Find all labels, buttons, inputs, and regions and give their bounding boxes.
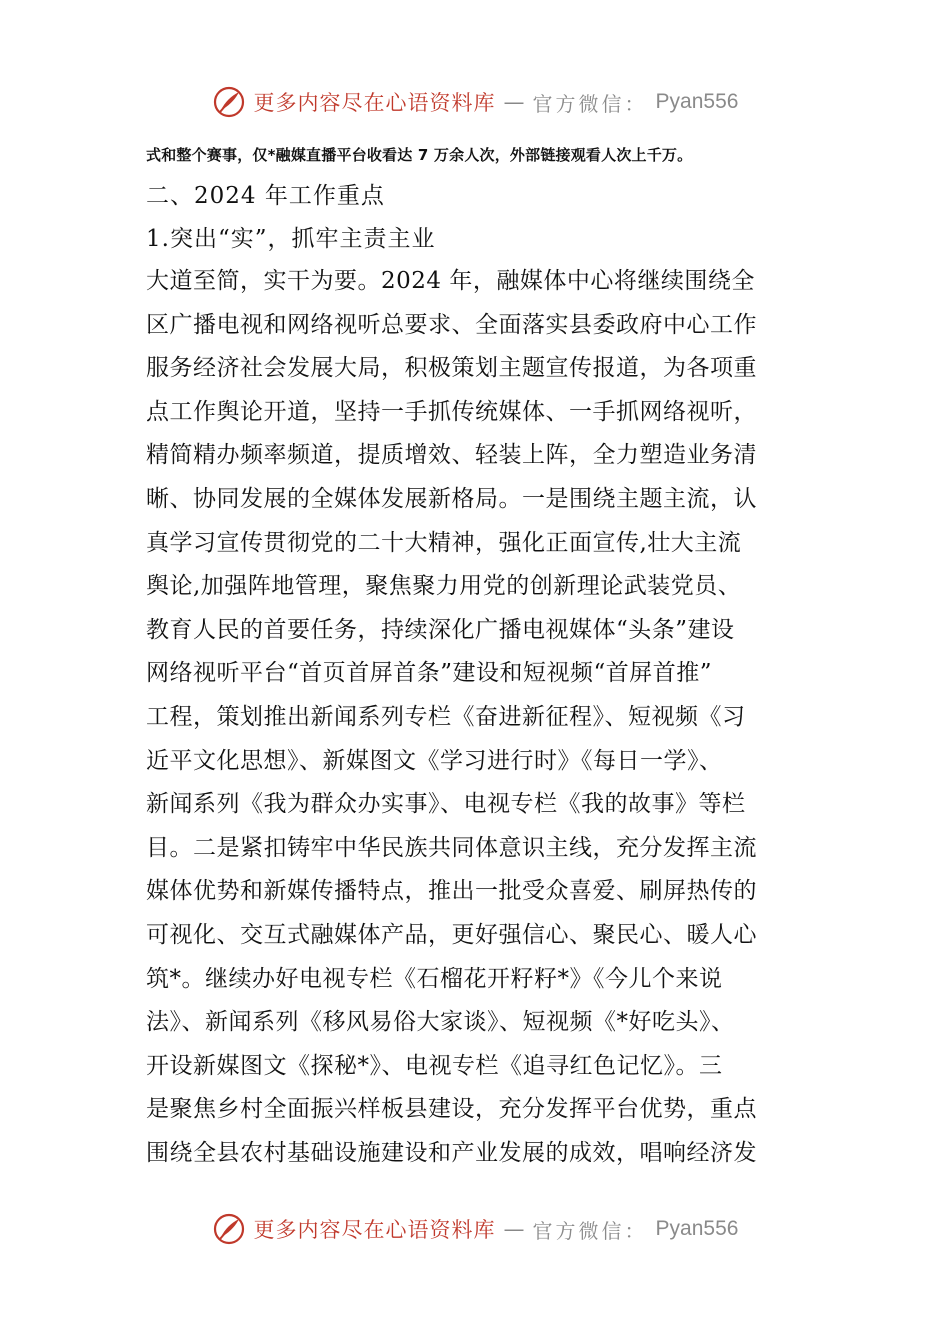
paragraph-line: 目。二是紧扣铸牢中华民族共同体意识主线，充分发挥主流 — [146, 834, 757, 861]
paragraph-line: 是聚焦乡村全面振兴样板县建设，充分发挥平台优势，重点 — [146, 1096, 757, 1123]
paragraph-line: 近平文化思想》、新媒图文《学习进行时》《每日一学》、 — [146, 747, 723, 774]
watermark-wechat-label: 官方微信： — [532, 1218, 648, 1243]
paragraph-line: 媒体优势和新媒传播特点，推出一批受众喜爱、刷屏热传的 — [146, 878, 757, 905]
paragraph-line: 法》、新闻系列《移风易俗大家谈》、短视频《*好吃头》、 — [146, 1009, 735, 1036]
paragraph-line: 晰、协同发展的全媒体发展新格局。一是围绕主题主流，认 — [146, 485, 757, 512]
watermark-site-text: 更多内容尽在心语资料库 — [253, 1218, 496, 1242]
continued-line: 式和整个赛事，仅*融媒直播平台收看达 7 万余人次，外部链接观看人次上千万。 — [146, 146, 693, 164]
header-watermark — [0, 82, 950, 122]
paragraph-line: 精简精办频率频道，提质增效、轻装上阵，全力塑造业务清 — [146, 442, 757, 469]
paragraph-line: 开设新媒图文《探秘*》、电视专栏《追寻红色记忆》。三 — [146, 1052, 723, 1079]
quill-logo-icon — [212, 85, 246, 119]
footer-watermark — [0, 1209, 950, 1249]
paragraph-line: 舆论,加强阵地管理，聚焦聚力用党的创新理论武装党员、 — [146, 573, 742, 600]
watermark-wechat-label: 官方微信： — [532, 91, 648, 116]
subsection-heading: 1.突出“实”，抓牢主责主业 — [146, 226, 436, 252]
paragraph-line: 点工作舆论开道，坚持一手抓传统媒体、一手抓网络视听， — [146, 398, 757, 425]
paragraph-line: 区广播电视和网络视听总要求、全面落实县委政府中心工作 — [146, 311, 757, 338]
paragraph-line: 围绕全县农村基础设施建设和产业发展的成效，唱响经济发 — [146, 1139, 757, 1166]
document-body — [146, 140, 811, 1175]
watermark-site-text: 更多内容尽在心语资料库 — [253, 91, 496, 115]
paragraph-line: 教育人民的首要任务，持续深化广播电视媒体“头条”建设 — [146, 616, 735, 643]
paragraph-line: 可视化、交互式融媒体产品，更好强信心、聚民心、暖人心 — [146, 921, 757, 948]
paragraph-line: 工程，策划推出新闻系列专栏《奋进新征程》、短视频《习 — [146, 703, 746, 730]
paragraph-line: 服务经济社会发展大局，积极策划主题宣传报道，为各项重 — [146, 355, 757, 382]
section-heading: 二、2024 年工作重点 — [146, 183, 385, 209]
watermark-dash: — — [503, 90, 525, 114]
paragraph-line: 新闻系列《我为群众办实事》、电视专栏《我的故事》等栏 — [146, 791, 746, 818]
quill-logo-icon — [212, 1212, 246, 1246]
paragraph — [146, 260, 811, 1175]
watermark-dash: — — [503, 1217, 525, 1241]
paragraph-line: 真学习宣传贯彻党的二十大精神，强化正面宣传,壮大主流 — [146, 529, 742, 556]
paragraph-line: 网络视听平台“首页首屏首条”建设和短视频“首屏首推” — [146, 660, 713, 687]
watermark-wechat-id: Pyan556 — [655, 90, 739, 113]
paragraph-line: 筑*。继续办好电视专栏《石榴花开籽籽*》《今儿个来说 — [146, 965, 723, 992]
paragraph-line: 大道至简，实干为要。2024 年，融媒体中心将继续围绕全 — [146, 268, 755, 294]
watermark-wechat-id: Pyan556 — [655, 1217, 739, 1240]
